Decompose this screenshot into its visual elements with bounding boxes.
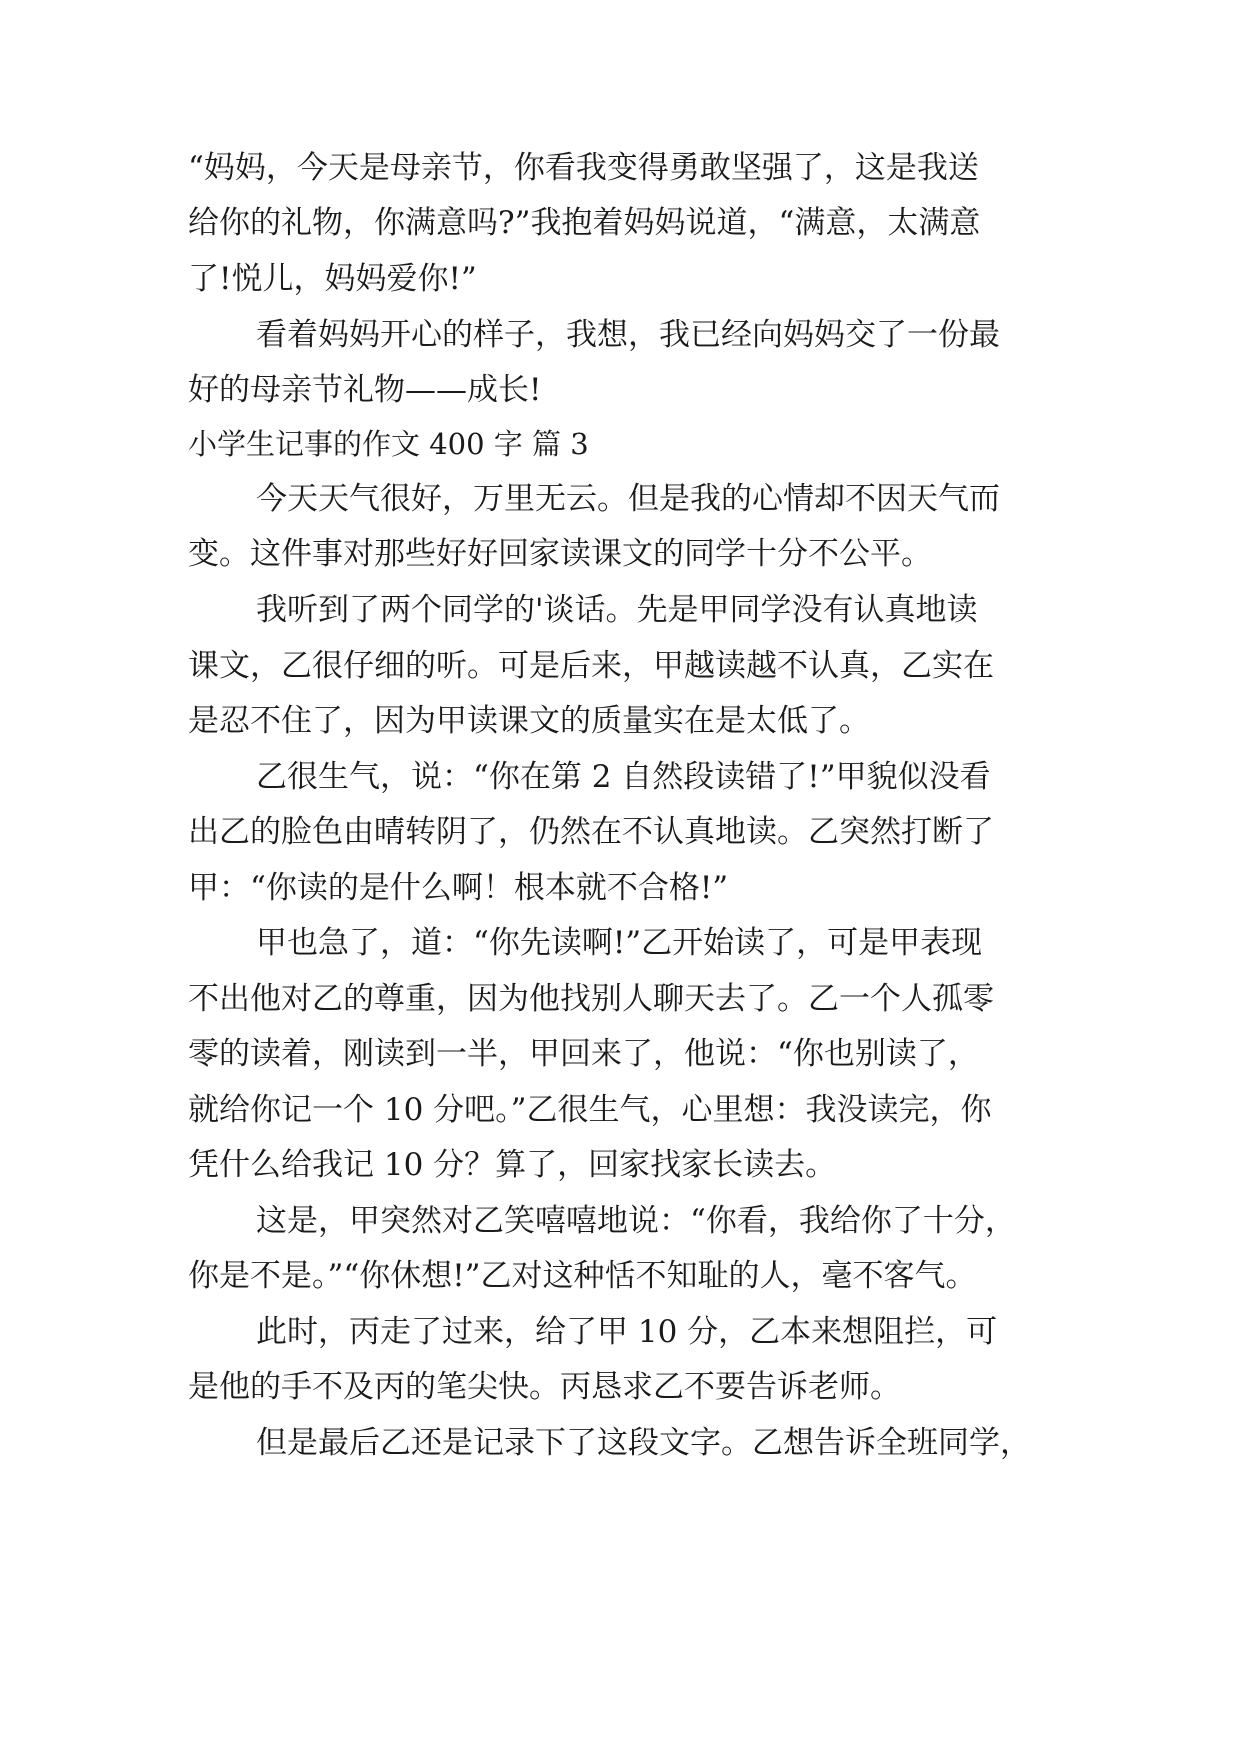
text-line: 凭什么给我记 10 分？算了，回家找家长读去。 [188,1147,837,1183]
text-line: 是他的手不及丙的笔尖快。丙恳求乙不要告诉老师。 [188,1369,901,1405]
text-line: 不出他对乙的尊重，因为他找别人聊天去了。乙一个人孤零 [188,981,994,1017]
text-line: 零的读着，刚读到一半，甲回来了，他说：“你也别读了， [188,1036,979,1072]
text-line: 了!悦儿，妈妈爱你!” [188,261,477,297]
text-line: 出乙的脸色由晴转阴了，仍然在不认真地读。乙突然打断了 [188,814,994,850]
text-line: 乙很生气，说：“你在第 2 自然段读错了!”甲貌似没看 [256,759,991,795]
text-line: 我听到了两个同学的'谈话。先是甲同学没有认真地读 [256,592,978,628]
text-line: 课文，乙很仔细的听。可是后来，甲越读越不认真，乙实在 [188,648,994,684]
text-line: 此时，丙走了过来，给了甲 10 分，乙本来想阻拦，可 [256,1314,998,1350]
section-heading: 小学生记事的作文 400 字 篇 3 [188,427,589,461]
text-line: 是忍不住了，因为甲读课文的质量实在是太低了。 [188,703,870,739]
text-line: 今天天气很好，万里无云。但是我的心情却不因天气而 [256,481,1000,517]
text-line: “妈妈，今天是母亲节，你看我变得勇敢坚强了，这是我送 [188,150,979,186]
text-line: 甲：“你读的是什么啊！根本就不合格!” [188,870,729,906]
text-line: 但是最后乙还是记录下了这段文字。乙想告诉全班同学， [256,1425,1031,1461]
text-line: 你是不是。”“你休想!”乙对这种恬不知耻的人，毫不客气。 [188,1258,977,1294]
text-line: 甲也急了，道：“你先读啊!”乙开始读了，可是甲表现 [256,925,983,961]
text-line: 变。这件事对那些好好回家读课文的同学十分不公平。 [188,536,932,572]
text-line: 给你的礼物，你满意吗?”我抱着妈妈说道，“满意，太满意 [188,205,981,241]
text-line: 这是，甲突然对乙笑嘻嘻地说：“你看，我给你了十分， [256,1203,1016,1239]
text-line: 看着妈妈开心的样子，我想，我已经向妈妈交了一份最 [256,317,1000,353]
text-line: 好的母亲节礼物——成长! [188,372,542,408]
text-line: 就给你记一个 10 分吧。”乙很生气，心里想：我没读完，你 [188,1092,992,1128]
